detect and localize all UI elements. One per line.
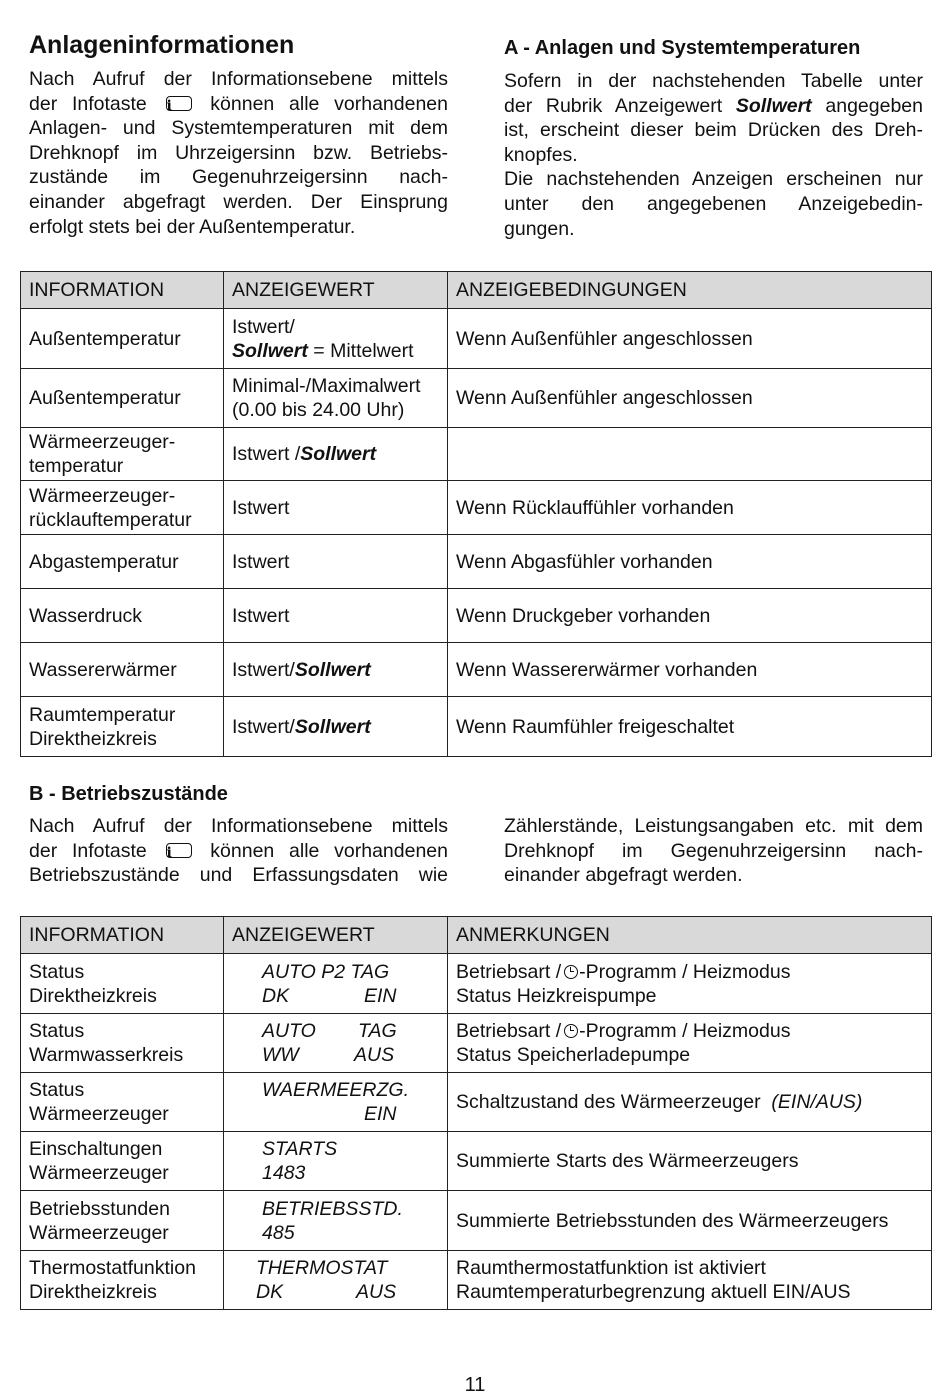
table-row	[21, 481, 932, 535]
intro-line: einander abgefragt werden. Der Einsprung	[29, 190, 448, 213]
note-cell: Betriebsart / -Programm / Heizmodus Status Speicherladepumpe	[448, 1014, 932, 1073]
table-row	[21, 1251, 932, 1310]
display-cell: WAERMEERZG. EIN	[224, 1073, 448, 1132]
info-cell: Status Warmwasserkreis	[21, 1014, 224, 1073]
table-row	[21, 1191, 932, 1251]
section-a-heading: A - Anlagen und Systemtemperaturen	[504, 37, 861, 59]
value-cell: Istwert	[224, 589, 448, 643]
display-cell: STARTS 1483	[224, 1132, 448, 1191]
col-header: ANZEIGEWERT	[224, 917, 448, 954]
info-cell: Einschaltungen Wärmeerzeuger	[21, 1132, 224, 1191]
display-cell: AUTO P2 TAG DK EIN	[224, 954, 448, 1014]
info-cell: Raumtemperatur Direktheizkreis	[21, 697, 224, 757]
page-number: 11	[464, 1374, 486, 1396]
info-cell: Außentemperatur	[21, 369, 224, 428]
table-row	[21, 1014, 932, 1073]
intro-line: Anlagen- und Systemtemperaturen mit dem	[29, 117, 448, 140]
clock-icon	[564, 1024, 578, 1038]
table-row	[21, 309, 932, 369]
table-row	[21, 369, 932, 428]
table-row	[21, 1073, 932, 1132]
col-header: ANZEIGEBEDINGUNGEN	[448, 272, 932, 309]
table-row	[21, 1132, 932, 1191]
col-header: ANZEIGEWERT	[224, 272, 448, 309]
value-cell: Istwert	[224, 481, 448, 535]
display-cell: AUTO TAG WW AUS	[224, 1014, 448, 1073]
table-row	[21, 589, 932, 643]
info-cell: Wassererwärmer	[21, 643, 224, 697]
intro-line: der Infotaste i können alle vorhandenen	[29, 92, 448, 115]
note-cell: Schaltzustand des Wärmeerzeuger (EIN/AUS)	[448, 1073, 932, 1132]
value-cell: Minimal-/Maximalwert (0.00 bis 24.00 Uhr)	[224, 369, 448, 428]
table-row	[21, 697, 932, 757]
condition-cell: Wenn Abgasfühler vorhanden	[448, 535, 932, 589]
section-b-left-paragraph: Nach Aufruf der Informationsebene mittels der Infotaste i können alle vorhandenen Betriebszustände und Erfassungsdaten wie	[29, 815, 448, 887]
info-cell: Außentemperatur	[21, 309, 224, 369]
table-b	[20, 916, 932, 1310]
value-cell: Istwert /Sollwert	[224, 428, 448, 481]
display-cell: BETRIEBSSTD. 485	[224, 1191, 448, 1251]
col-header: INFORMATION	[21, 917, 224, 954]
intro-line: zustände im Gegenuhrzeigersinn nach-	[29, 166, 448, 189]
condition-cell: Wenn Druckgeber vorhanden	[448, 589, 932, 643]
col-header: INFORMATION	[21, 272, 224, 309]
table-row	[21, 535, 932, 589]
condition-cell: Wenn Außenfühler angeschlossen	[448, 309, 932, 369]
value-cell: Istwert/Sollwert	[224, 697, 448, 757]
info-cell: Status Direktheizkreis	[21, 954, 224, 1014]
intro-line: erfolgt stets bei der Außentemperatur.	[29, 215, 356, 238]
condition-cell: Wenn Außenfühler angeschlossen	[448, 369, 932, 428]
info-cell: Wärmeerzeuger- temperatur	[21, 428, 224, 481]
condition-cell	[448, 428, 932, 481]
value-cell: Istwert/ Sollwert = Mittelwert	[224, 309, 448, 369]
note-cell: Raumthermostatfunktion ist aktiviert Raumtemperaturbegrenzung aktuell EIN/AUS	[448, 1251, 932, 1310]
note-cell: Betriebsart / -Programm / Heizmodus Status Heizkreispumpe	[448, 954, 932, 1014]
value-cell: Istwert	[224, 535, 448, 589]
section-a-paragraph: Sofern in der nachstehenden Tabelle unter der Rubrik Anzeigewert Sollwert angegeben ist, erscheint dieser beim Drücken des Dreh- knopfes. Die nachstehenden Anzeigen erscheinen nur unter den angegebenen Anzeigebedin- gungen.	[504, 70, 923, 240]
page-title: Anlageninformationen	[29, 31, 295, 59]
info-cell: Wärmeerzeuger- rücklauftemperatur	[21, 481, 224, 535]
info-key-icon: i	[166, 843, 192, 858]
intro-line: Drehknopf im Uhrzeigersinn bzw. Betriebs-	[29, 141, 448, 164]
table-a-header	[21, 272, 932, 309]
info-cell: Wasserdruck	[21, 589, 224, 643]
note-cell: Summierte Betriebsstunden des Wärmeerzeugers	[448, 1191, 932, 1251]
table-b-header	[21, 917, 932, 954]
intro-paragraph	[29, 67, 448, 239]
clock-icon	[564, 965, 578, 979]
col-header: ANMERKUNGEN	[448, 917, 932, 954]
info-cell: Betriebsstunden Wärmeerzeuger	[21, 1191, 224, 1251]
info-cell: Status Wärmeerzeuger	[21, 1073, 224, 1132]
table-row	[21, 643, 932, 697]
section-b-right-paragraph: Zählerstände, Leistungsangaben etc. mit dem Drehknopf im Gegenuhrzeigersinn nach- einander abgefragt werden.	[504, 815, 923, 887]
table-row	[21, 428, 932, 481]
condition-cell: Wenn Wassererwärmer vorhanden	[448, 643, 932, 697]
note-cell: Summierte Starts des Wärmeerzeugers	[448, 1132, 932, 1191]
condition-cell: Wenn Raumfühler freigeschaltet	[448, 697, 932, 757]
display-cell: THERMOSTAT DK AUS	[224, 1251, 448, 1310]
intro-line: Nach Aufruf der Informationsebene mittels	[29, 68, 448, 90]
info-key-icon: i	[166, 96, 192, 111]
section-b-heading: B - Betriebszustände	[29, 783, 228, 805]
value-cell: Istwert/Sollwert	[224, 643, 448, 697]
table-row	[21, 954, 932, 1014]
info-cell: Abgastemperatur	[21, 535, 224, 589]
info-cell: Thermostatfunktion Direktheizkreis	[21, 1251, 224, 1310]
table-a	[20, 271, 932, 757]
condition-cell: Wenn Rücklauffühler vorhanden	[448, 481, 932, 535]
